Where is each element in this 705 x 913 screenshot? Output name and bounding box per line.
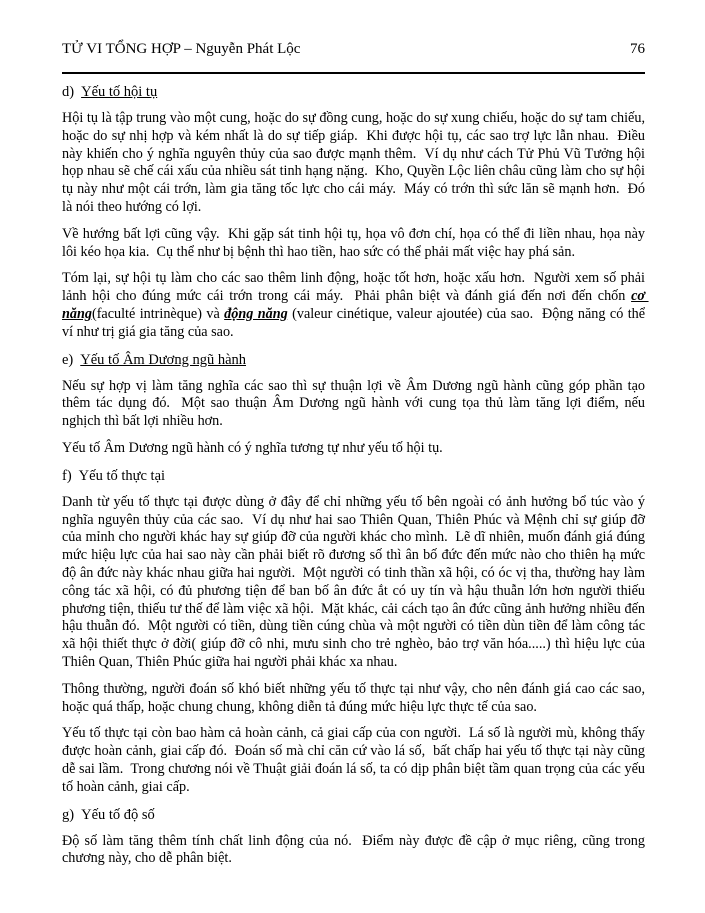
- section-heading-e: [62, 351, 645, 369]
- paragraph-thuc-tai-1: Danh từ yếu tố thực tại được dùng ở đây để chỉ những yếu tố bên ngoài có ảnh hưởng bổ túc vào ý nghĩa nguyên thủy của các sao. Ví dụ như hai sao Thiên Quan, Thiên Phúc và Mệnh chỉ sự giúp đỡ của mỉnh cho người khác hay sự giúp đỡ của người khác cho mình. Lẽ dĩ nhiên, muốn đánh giá đúng mức hiệu lực của hai sao này cần phải biết rõ đương số thì ân bố đức đến mức nào cho thiên hạ mức độ ân đức này khác nhau giữa hai người. Một người có tinh thần xã hội, có óc vị tha, thường hay làm công tác xã hội, có đủ phương tiện để ban bố ân đức ắt có uy tín và hậu thuẫn lớn hơn người thiếu phương tiện, thiếu tư thế để làm việc xã hội. Mặt khác, cải cách tạo ân đức cũng ảnh hưởng nhiều đến hậu thuẫn đó. Một người có tiền, dùng tiền cúng chùa và một người có tiền dùn tiền để làm công tác xã hội thiết thực ở đời( giúp đỡ cô nhi, mưu sinh cho trẻ nghèo, bảo trợ văn hóa.....) thì hiệu lực của Thiên Quan, Thiên Phúc giữa hai người phải khác xa nhau.: [62, 493, 649, 670]
- section-title-e: Yếu tố Âm Dương ngũ hành: [80, 351, 247, 368]
- section-title-g: Yếu tố độ số: [81, 806, 155, 823]
- section-heading-g: [62, 806, 645, 824]
- section-letter-e: e): [62, 351, 74, 368]
- section-heading-d: [62, 83, 645, 101]
- section-title-f: Yếu tố thực tại: [78, 467, 166, 484]
- paragraph-text: (valeur cinétique, valeur ajoutée) của sao. Động năng có thể ví như trị giá gia tăng của sao.: [62, 305, 649, 340]
- running-header: [62, 40, 645, 58]
- paragraph-thuc-tai-2: Thông thường, người đoán số khó biết những yếu tố thực tại như vậy, cho nên đánh giá cao các sao, hoặc quá thấp, hoặc chung chung, không diễn tả đúng mức hiệu lực thực tế của sao.: [62, 680, 649, 715]
- paragraph-text: (faculté intrinèque) và: [91, 305, 225, 322]
- header-rule: [62, 72, 645, 74]
- section-letter-g: g): [62, 806, 75, 823]
- paragraph-hoi-tu-2: Về hướng bất lợi cũng vậy. Khi gặp sát tinh hội tụ, họa vô đơn chí, họa có thể đi liền nhau, họa này lôi kéo họa kia. Cụ thể như bị bệnh thì hao tiền, hao sức có thể phải mất việc hay phá sản.: [62, 225, 649, 260]
- section-title-d: Yếu tố hội tụ: [81, 84, 158, 100]
- paragraph-thuc-tai-3: Yếu tố thực tại còn bao hàm cả hoàn cảnh, cả giai cấp của con người. Lá số là người mù, không thấy được hoàn cảnh, giai cấp đó. Đoán số mà chỉ căn cứ vào lá số, bất chấp hai yếu tố thực tại này cũng dễ sai lầm. Trong chương nói về Thuật giải đoán lá số, ta có dịp phân biệt tầm quan trọng của các yếu tố hoàn cảnh, giai cấp.: [62, 725, 649, 795]
- paragraph-do-so-1: Độ số làm tăng thêm tính chất linh động của nó. Điểm này được đề cập ở mục riêng, cũng trong chương này, cho dễ phân biệt.: [62, 832, 649, 867]
- section-letter-f: f): [62, 467, 72, 484]
- paragraph-hoi-tu-1: Hội tụ là tập trung vào một cung, hoặc do sự đồng cung, hoặc do sự xung chiếu, hoặc do sự tam chiếu, hoặc do sự nhị hợp và kém nhất là do sự tiếp giáp. Khi được hội tụ, các sao trợ lực lẫn nhau. Điều này khiến cho ý nghĩa nguyên thủy của sao được mạnh thêm. Ví dụ như cách Tử Phủ Vũ Tưởng hội họp nhau sẽ chế cái xấu của nhiều sát tinh hạng nặng. Kho, Quyền Lộc liên châu cũng làm cho sự hội tụ này như một cái trớn, làm gia tăng tốc lực cho cái máy. Máy có trớn thì sức lăn sẽ mạnh hơn. Đó là nói theo hướng có lợi.: [62, 110, 649, 215]
- section-letter-d: d): [62, 84, 75, 100]
- term-co-nang: cơ năng: [62, 288, 649, 322]
- paragraph-am-duong-1: Nếu sự hợp vị làm tăng nghĩa các sao thì sự thuận lợi về Âm Dương ngũ hành cũng góp phần tạo thêm tác dụng đó. Một sao thuận Âm Dương ngũ hành với cung tọa thủ làm tăng lợi điểm, nếu nghịch thì bất lợi nhiều hơn.: [62, 377, 649, 430]
- section-heading-f: [62, 467, 645, 485]
- book-title: TỬ VI TỔNG HỢP – Nguyễn Phát Lộc: [62, 41, 301, 57]
- paragraph-text: Tóm lại, sự hội tụ làm cho các sao thêm linh động, hoặc tốt hơn, hoặc xấu hơn. Người xem số phải lảnh hội cho đúng mức cái trớn trong cái máy. Phải phân biệt và đánh giá đến nơi đến chốn: [62, 270, 649, 305]
- page-number: 76: [630, 41, 645, 57]
- paragraph-hoi-tu-3: [62, 270, 649, 341]
- term-dong-nang: động năng: [224, 305, 288, 322]
- paragraph-am-duong-2: Yếu tố Âm Dương ngũ hành có ý nghĩa tương tự như yếu tố hội tụ.: [62, 439, 443, 456]
